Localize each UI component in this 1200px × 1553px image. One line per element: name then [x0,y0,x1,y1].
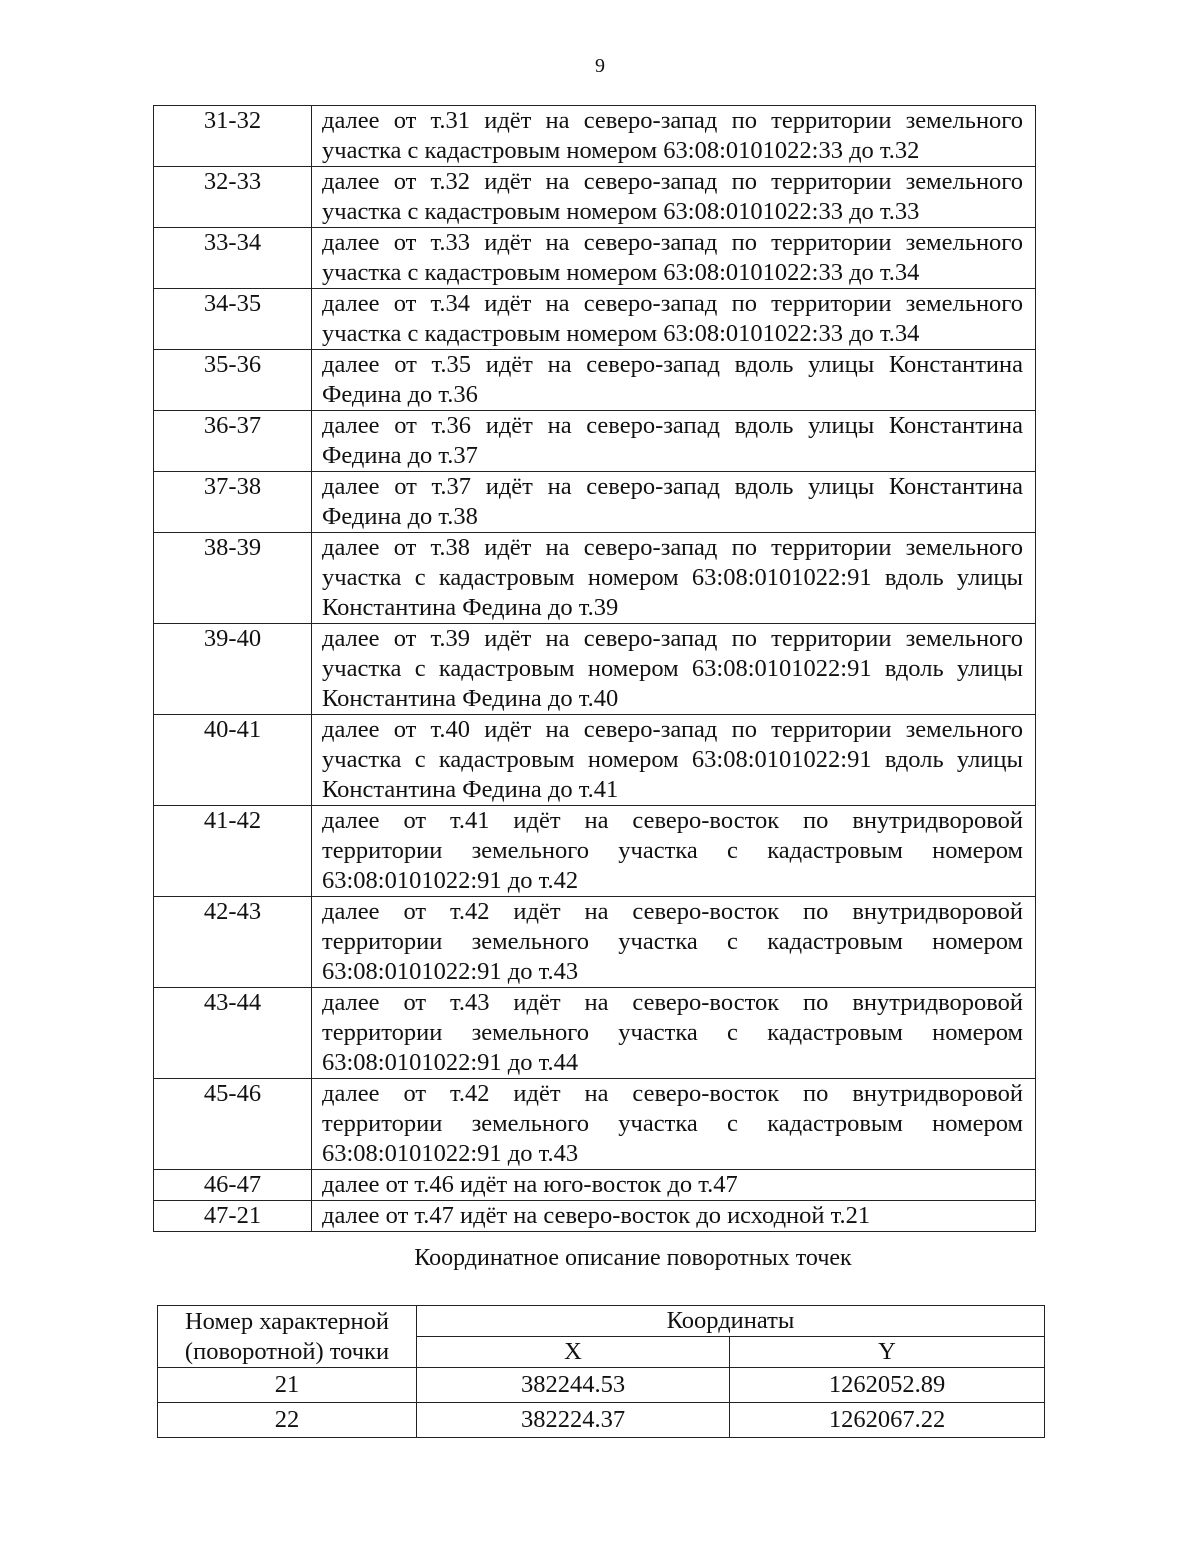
segment-range: 38-39 [154,533,312,624]
segment-range: 37-38 [154,472,312,533]
table-row [154,106,1036,167]
page-number: 9 [595,55,605,77]
segment-range: 40-41 [154,715,312,806]
segment-description: далее от т.37 идёт на северо-запад вдоль улицы Константина Федина до т.38 [312,472,1036,533]
segment-range: 34-35 [154,289,312,350]
y-header: Y [730,1337,1045,1368]
table-row [158,1403,1045,1438]
table-row [154,1079,1036,1170]
point-number: 22 [158,1403,417,1438]
segment-description: далее от т.47 идёт на северо-восток до исходной т.21 [312,1201,1036,1232]
segment-range: 43-44 [154,988,312,1079]
table-row [154,167,1036,228]
segment-range: 46-47 [154,1170,312,1201]
segment-range: 47-21 [154,1201,312,1232]
table-row [154,988,1036,1079]
table-row [154,897,1036,988]
segment-range: 41-42 [154,806,312,897]
table-row [154,533,1036,624]
segment-description: далее от т.39 идёт на северо-запад по территории земельного участка с кадастровым номером 63:08:0101022:91 вдоль улицы Константина Федина до т.40 [312,624,1036,715]
segment-range: 42-43 [154,897,312,988]
segment-description: далее от т.31 идёт на северо-запад по территории земельного участка с кадастровым номером 63:08:0101022:33 до т.32 [312,106,1036,167]
segment-range: 33-34 [154,228,312,289]
segment-range: 31-32 [154,106,312,167]
segment-range: 39-40 [154,624,312,715]
segment-description: далее от т.42 идёт на северо-восток по внутридворовой территории земельного участка с кадастровым номером 63:08:0101022:91 до т.43 [312,1079,1036,1170]
table-row [154,228,1036,289]
segment-range: 45-46 [154,1079,312,1170]
segment-description: далее от т.43 идёт на северо-восток по внутридворовой территории земельного участка с кадастровым номером 63:08:0101022:91 до т.44 [312,988,1036,1079]
table-row [154,1170,1036,1201]
table-row [154,350,1036,411]
segment-description: далее от т.46 идёт на юго-восток до т.47 [312,1170,1036,1201]
table-row [154,624,1036,715]
y-value: 1262067.22 [730,1403,1045,1438]
table-row [154,411,1036,472]
table-row [154,1201,1036,1232]
boundary-segments-table [153,105,1036,1232]
segment-description: далее от т.35 идёт на северо-запад вдоль улицы Константина Федина до т.36 [312,350,1036,411]
segment-range: 32-33 [154,167,312,228]
segment-description: далее от т.41 идёт на северо-восток по внутридворовой территории земельного участка с кадастровым номером 63:08:0101022:91 до т.42 [312,806,1036,897]
x-value: 382224.37 [417,1403,730,1438]
table-row [154,289,1036,350]
segment-description: далее от т.33 идёт на северо-запад по территории земельного участка с кадастровым номером 63:08:0101022:33 до т.34 [312,228,1036,289]
segment-description: далее от т.40 идёт на северо-запад по территории земельного участка с кадастровым номером 63:08:0101022:91 вдоль улицы Константина Федина до т.41 [312,715,1036,806]
segment-description: далее от т.38 идёт на северо-запад по территории земельного участка с кадастровым номером 63:08:0101022:91 вдоль улицы Константина Федина до т.39 [312,533,1036,624]
segment-description: далее от т.42 идёт на северо-восток по внутридворовой территории земельного участка с кадастровым номером 63:08:0101022:91 до т.43 [312,897,1036,988]
coordinates-section-title: Координатное описание поворотных точек [414,1245,852,1271]
table-row [154,806,1036,897]
segment-description: далее от т.32 идёт на северо-запад по территории земельного участка с кадастровым номером 63:08:0101022:33 до т.33 [312,167,1036,228]
x-value: 382244.53 [417,1368,730,1403]
table-row [154,715,1036,806]
segment-range: 35-36 [154,350,312,411]
table-row [154,472,1036,533]
x-header: X [417,1337,730,1368]
segment-description: далее от т.36 идёт на северо-запад вдоль улицы Константина Федина до т.37 [312,411,1036,472]
boundary-segments-body [154,106,1036,1232]
point-number: 21 [158,1368,417,1403]
segment-range: 36-37 [154,411,312,472]
segment-description: далее от т.34 идёт на северо-запад по территории земельного участка с кадастровым номером 63:08:0101022:33 до т.34 [312,289,1036,350]
y-value: 1262052.89 [730,1368,1045,1403]
point-number-header: Номер характерной (поворотной) точки [158,1306,417,1368]
coordinates-table [157,1305,1045,1438]
coordinates-header-row [158,1306,1045,1337]
coordinates-header: Координаты [417,1306,1045,1337]
table-row [158,1368,1045,1403]
